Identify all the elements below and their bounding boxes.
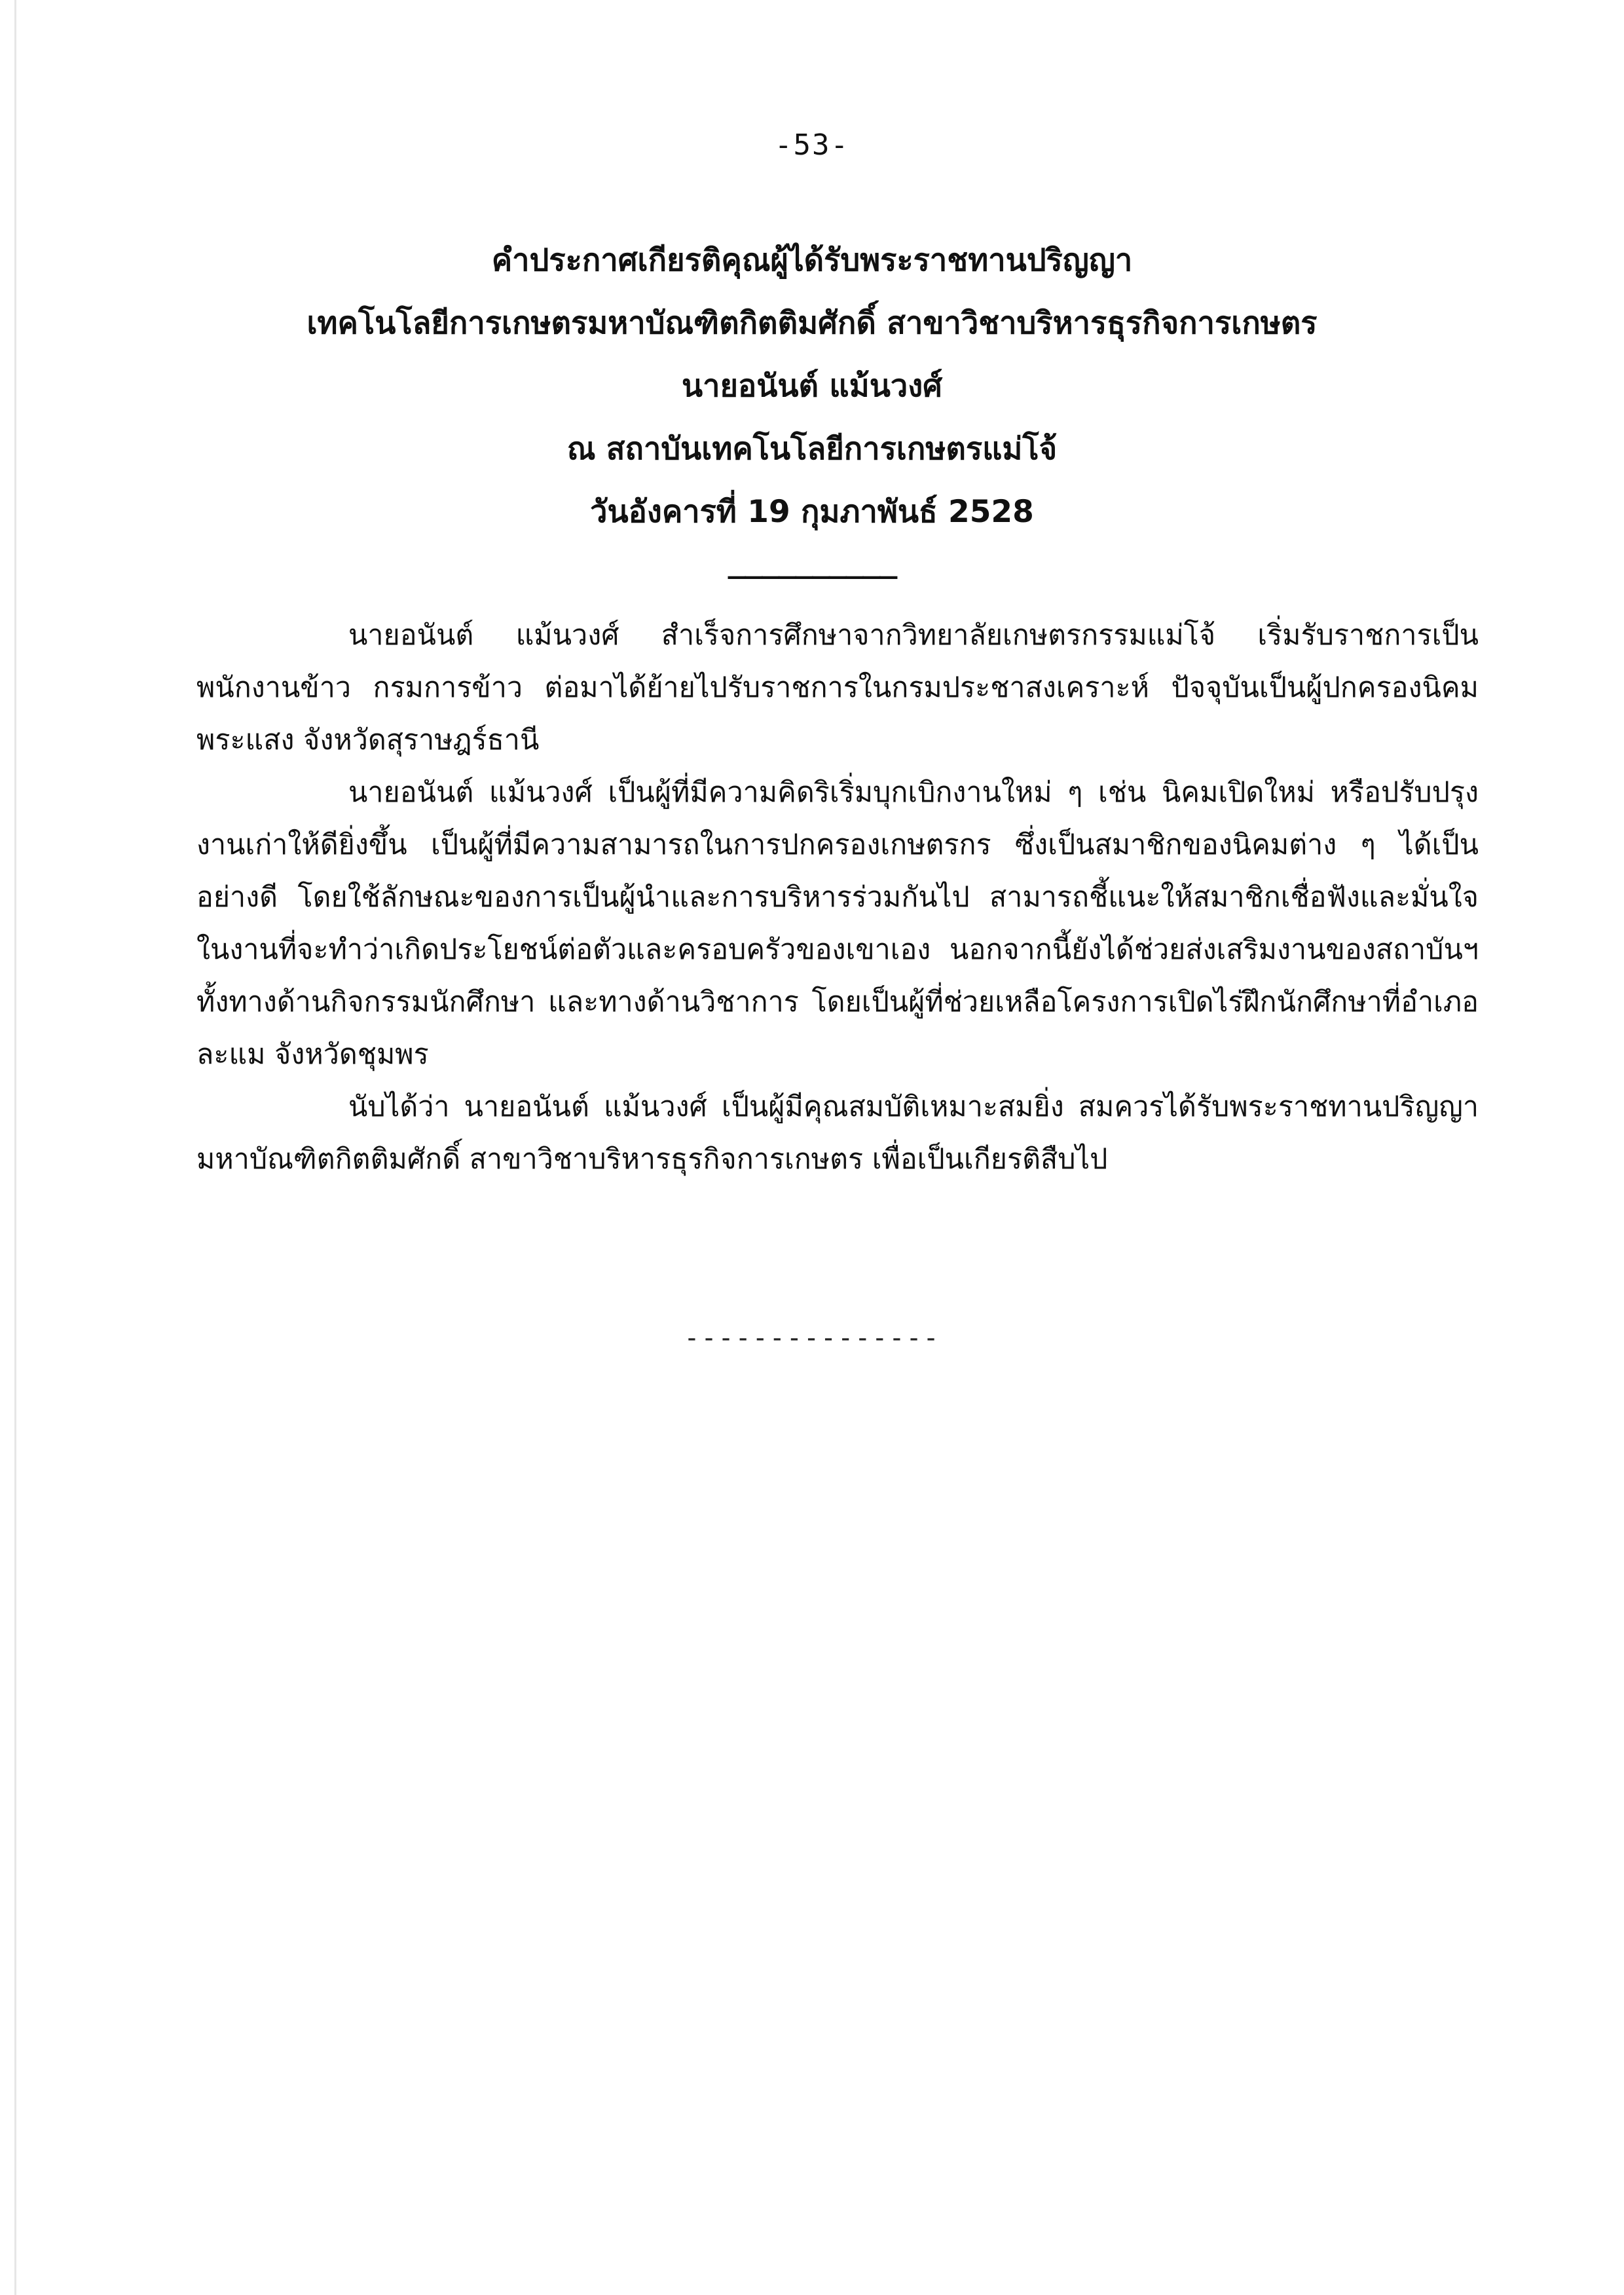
title-line-3: นายอนันต์ แม้นวงศ์ — [681, 368, 942, 404]
title-line-4: ณ สถาบันเทคโนโลยีการเกษตรแม่โจ้ — [566, 431, 1058, 467]
paragraph-2: นายอนันต์ แม้นวงศ์ เป็นผู้ที่มีความคิดริเริ่มบุกเบิกงานใหม่ ๆ เช่น นิคมเปิดใหม่ หรือปรับปรุงงานเก่าให้ดียิ่งขึ้น เป็นผู้ที่มีความสามารถในการปกครองเกษตรกร ซึ่งเป็นสมาชิกของนิคมต่าง ๆ ได้เป็นอย่างดี โดยใช้ลักษณะของการเป็นผู้นำและการบริหารร่วมกันไป สามารถชี้แนะให้สมาชิกเชื่อฟังและมั่นใจในงานที่จะทำว่าเกิดประโยชน์ต่อตัวและครอบครัวของเขาเอง นอกจากนี้ยังได้ช่วยส่งเสริมงานของสถาบันฯ ทั้งทางด้านกิจกรรมนักศึกษา และทางด้านวิชาการ โดยเป็นผู้ที่ช่วยเหลือโครงการเปิดไร่ฝึกนักศึกษาที่อำเภอละแม จังหวัดชุมพร — [196, 776, 1479, 1071]
title-divider: __________ — [728, 544, 896, 579]
page-number: -53- — [775, 128, 849, 162]
citation-body — [196, 609, 1479, 1185]
title-block — [0, 229, 1624, 578]
title-line-5: วันอังคารที่ 19 กุมภาพันธ์ 2528 — [590, 494, 1034, 530]
paragraph-3: นับได้ว่า นายอนันต์ แม้นวงศ์ เป็นผู้มีคุณสมบัติเหมาะสมยิ่ง สมควรได้รับพระราชทานปริญญามหาบัณฑิตกิตติมศักดิ์ สาขาวิชาบริหารธุรกิจการเกษตร เพื่อเป็นเกียรติสืบไป — [196, 1091, 1479, 1176]
paragraph-1: นายอนันต์ แม้นวงศ์ สำเร็จการศึกษาจากวิทยาลัยเกษตรกรรมแม่โจ้ เริ่มรับราชการเป็นพนักงานข้าว กรมการข้าว ต่อมาได้ย้ายไปรับราชการในกรมประชาสงเคราะห์ ปัจจุบันเป็นผู้ปกครองนิคมพระแสง จังหวัดสุราษฎร์ธานี — [196, 619, 1479, 756]
end-divider: --------------- — [684, 1323, 940, 1353]
title-line-1: คำประกาศเกียรติคุณผู้ได้รับพระราชทานปริญญา — [491, 242, 1133, 278]
title-line-2: เทคโนโลยีการเกษตรมหาบัณฑิตกิตติมศักดิ์ สาขาวิชาบริหารธุรกิจการเกษตร — [306, 305, 1318, 341]
